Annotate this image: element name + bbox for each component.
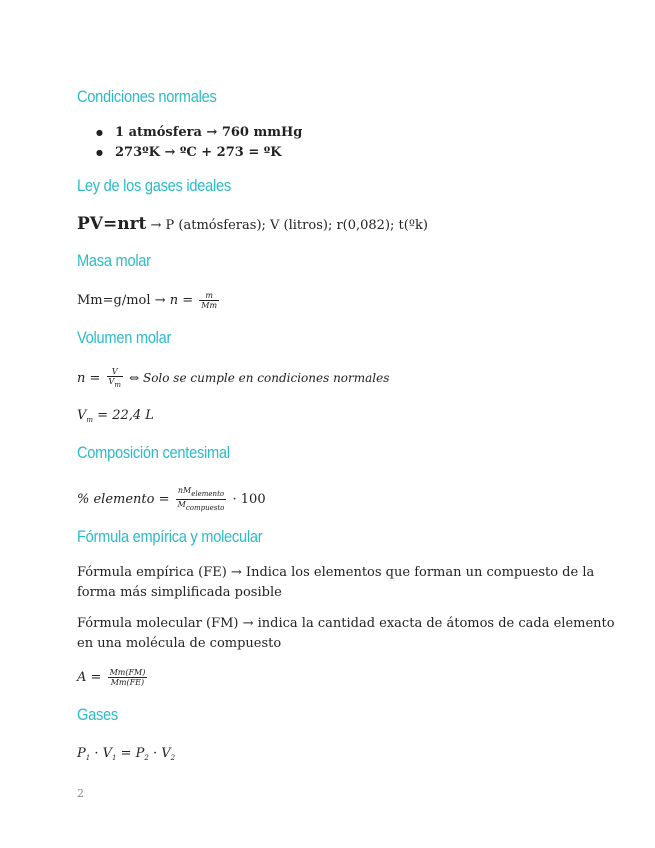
masa-molar-formula: Mm=g/mol → n = $\frac{m}{Mm}$ bbox=[77, 291, 218, 310]
heading-condiciones-normales: Condiciones normales bbox=[77, 87, 217, 106]
composicion-formula: % elemento = $\frac{\text{nMelemento}}{\text{Mcompuesto}}$ · 100 bbox=[77, 486, 266, 512]
fe-definition-line-2: forma más simplificada posible bbox=[77, 585, 282, 600]
page-number: 2 bbox=[77, 787, 84, 800]
heading-ley-gases-ideales: Ley de los gases ideales bbox=[77, 176, 231, 195]
gases-formula: $P_1 \cdot V_1 = P_2 \cdot V_2$ bbox=[77, 746, 176, 762]
fm-definition-line-1: Fórmula molecular (FM) → indica la cantidad exacta de átomos de cada elemento bbox=[77, 616, 615, 631]
heading-masa-molar: Masa molar bbox=[77, 251, 151, 270]
formula-pv-nrt: PV=nrt bbox=[77, 214, 147, 234]
heading-volumen-molar: Volumen molar bbox=[77, 328, 172, 347]
fe-definition-line-1: Fórmula empírica (FE) → Indica los elementos que forman un compuesto de la bbox=[77, 565, 595, 580]
condition-note: ⇔ Solo se cumple en condiciones normales bbox=[129, 371, 390, 385]
fm-definition-line-2: en una molécula de compuesto bbox=[77, 636, 282, 651]
fraction: $\frac{V}{Vm}$ bbox=[108, 367, 121, 389]
a-formula: A = $\frac{Mm(FM)}{Mm(FE)}$ bbox=[77, 668, 146, 687]
heading-gases: Gases bbox=[77, 705, 118, 724]
volumen-molar-formula: n = $\frac{V}{Vm}$ ⇔ Solo se cumple en condiciones normales bbox=[77, 367, 390, 389]
list-item: ● 273ºK → ºC + 273 = ºK bbox=[96, 145, 282, 160]
fraction: $\frac{\text{nMelemento}}{\text{Mcompuesto}}$ bbox=[177, 486, 225, 512]
vm-formula: $V_m = 22,4$ L bbox=[77, 408, 154, 424]
ideal-gas-formula bbox=[77, 214, 428, 236]
fraction: $\frac{m}{Mm}$ bbox=[201, 291, 218, 310]
heading-formula-empirica-molecular: Fórmula empírica y molecular bbox=[77, 527, 263, 546]
heading-composicion-centesimal: Composición centesimal bbox=[77, 443, 230, 462]
formula-description: → P (atmósferas); V (litros); r(0,082); t(ºk) bbox=[146, 218, 428, 233]
fraction: $\frac{Mm(FM)}{Mm(FE)}$ bbox=[109, 668, 146, 687]
list-item: ● 1 atmósfera → 760 mmHg bbox=[96, 125, 302, 140]
